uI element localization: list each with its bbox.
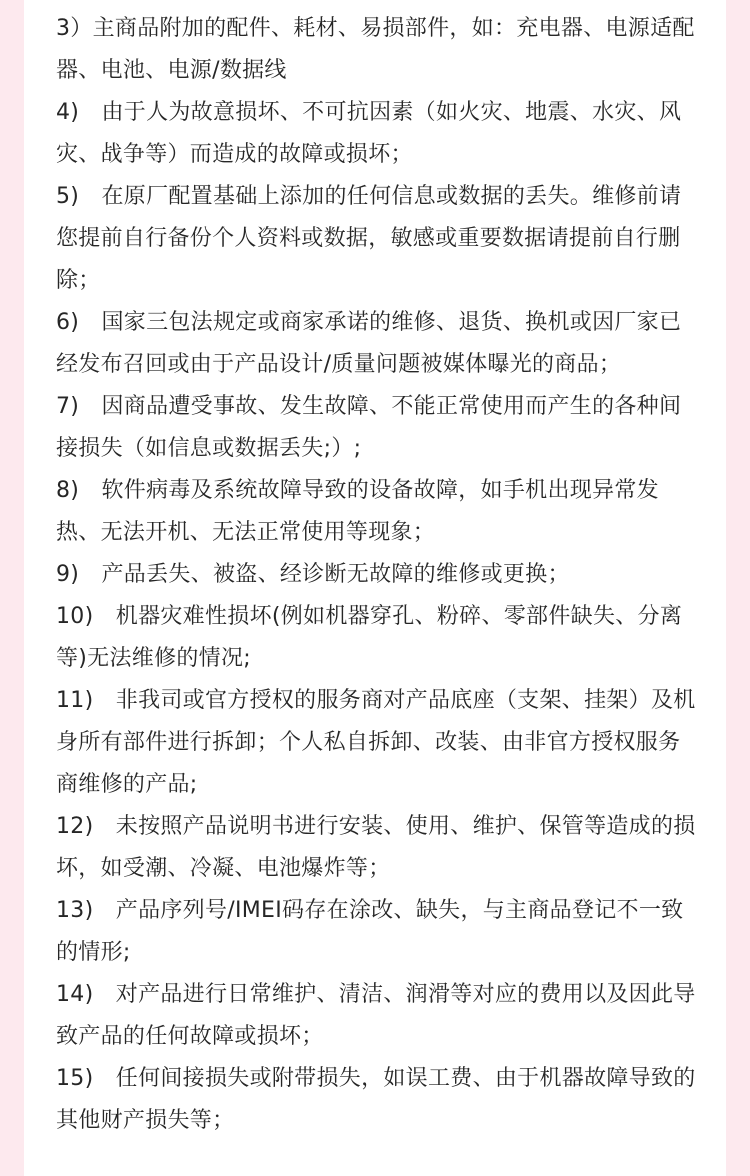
exclusion-item-9: 9) 产品丢失、被盗、经诊断无故障的维修或更换；: [56, 562, 570, 587]
exclusion-item-5: 5) 在原厂配置基础上添加的任何信息或数据的丢失。维修前请您提前自行备份个人资料或数据，敏感或重要数据请提前自行删除；: [56, 184, 682, 293]
exclusion-item-10: 10) 机器灾难性损坏(例如机器穿孔、粉碎、零部件缺失、分离等)无法维修的情况;: [56, 604, 683, 671]
exclusion-item-14: 14) 对产品进行日常维护、清洁、润滑等对应的费用以及因此导致产品的任何故障或损坏；: [56, 982, 696, 1049]
exclusion-item-11: 11) 非我司或官方授权的服务商对产品底座（支架、挂架）及机身所有部件进行拆卸；个人私自拆卸、改装、由非官方授权服务商维修的产品;: [56, 688, 696, 797]
exclusion-item-15: 15) 任何间接损失或附带损失，如误工费、由于机器故障导致的其他财产损失等；: [56, 1066, 696, 1133]
exclusion-item-4: 4) 由于人为故意损坏、不可抗因素（如火灾、地震、水灾、风灾、战争等）而造成的故障或损坏；: [56, 100, 682, 167]
exclusion-item-8: 8) 软件病毒及系统故障导致的设备故障，如手机出现异常发热、无法开机、无法正常使用等现象；: [56, 478, 659, 545]
exclusion-list: [56, 8, 696, 1142]
exclusion-item-12: 12) 未按照产品说明书进行安装、使用、维护、保管等造成的损坏，如受潮、冷凝、电池爆炸等；: [56, 814, 696, 881]
exclusion-item-3: 3）主商品附加的配件、耗材、易损部件，如：充电器、电源适配器、电池、电源/数据线: [56, 16, 695, 83]
terms-card: [24, 0, 726, 1176]
exclusion-item-7: 7) 因商品遭受事故、发生故障、不能正常使用而产生的各种间接损失（如信息或数据丢失;）;: [56, 394, 682, 461]
exclusion-item-13: 13) 产品序列号/IMEI码存在涂改、缺失，与主商品登记不一致的情形;: [56, 898, 684, 965]
exclusion-item-6: 6) 国家三包法规定或商家承诺的维修、退货、换机或因厂家已经发布召回或由于产品设计/质量问题被媒体曝光的商品；: [56, 310, 682, 377]
